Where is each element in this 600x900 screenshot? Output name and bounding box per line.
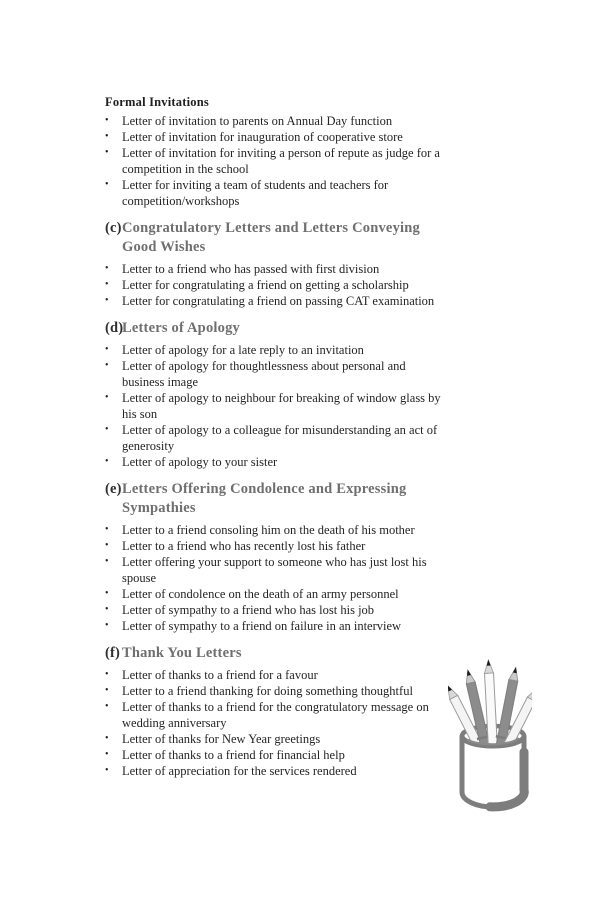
list-item [105, 422, 449, 454]
list-item [105, 586, 449, 602]
pencil-holder-icon [448, 654, 532, 818]
list-item [105, 699, 449, 731]
letter-list [105, 667, 449, 779]
list-item-text: Letter of apology for a late reply to an invitation [122, 343, 364, 357]
list-item-text: Letter to a friend consoling him on the death of his mother [122, 523, 415, 537]
bullet-icon: • [105, 701, 109, 712]
bullet-icon: • [105, 588, 109, 599]
section-title: Letters of Apology [122, 320, 240, 336]
list-item-text: Letter to a friend who has recently lost his father [122, 539, 366, 553]
bullet-icon: • [105, 424, 109, 435]
cup-body [462, 736, 524, 807]
bullet-icon: • [105, 765, 109, 776]
list-item-text: Letter of condolence on the death of an army personnel [122, 587, 399, 601]
bullet-icon: • [105, 360, 109, 371]
pencil-holder-illustration [448, 654, 532, 818]
section-heading: Formal Invitations [105, 95, 209, 109]
list-item [105, 454, 449, 470]
list-item [105, 554, 449, 586]
list-item-text: Letter of apology to neighbour for breaking of window glass by his son [122, 391, 441, 421]
section-heading [105, 319, 449, 338]
bullet-icon: • [105, 620, 109, 631]
section-letters-of-apology [105, 319, 449, 470]
list-item [105, 618, 449, 634]
letter-list [105, 342, 449, 470]
section-title: Congratulatory Letters and Letters Conveying Good Wishes [122, 220, 420, 255]
list-item [105, 293, 449, 309]
list-item-text: Letter for congratulating a friend on passing CAT examination [122, 294, 435, 308]
section-thank-you-letters [105, 644, 449, 779]
list-item [105, 538, 449, 554]
bullet-icon: • [105, 179, 109, 190]
bullet-icon: • [105, 556, 109, 567]
list-item [105, 358, 449, 390]
list-item [105, 731, 449, 747]
letter-list [105, 113, 449, 209]
bullet-icon: • [105, 733, 109, 744]
list-item [105, 261, 449, 277]
list-item-text: Letter of appreciation for the services rendered [122, 764, 357, 778]
section-prefix: (e) [105, 481, 122, 497]
list-item [105, 747, 449, 763]
bullet-icon: • [105, 685, 109, 696]
bullet-icon: • [105, 263, 109, 274]
list-item-text: Letter of apology to a colleague for misunderstanding an act of generosity [122, 423, 438, 453]
letter-list [105, 261, 449, 309]
list-item [105, 763, 449, 779]
bullet-icon: • [105, 749, 109, 760]
list-item-text: Letter of thanks to a friend for a favour [122, 668, 318, 682]
list-item-text: Letter of sympathy to a friend on failure in an interview [122, 619, 402, 633]
list-item-text: Letter of thanks to a friend for the congratulatory message on wedding anniversary [122, 700, 429, 730]
bullet-icon: • [105, 344, 109, 355]
section-congratulatory-letters [105, 219, 449, 309]
bullet-icon: • [105, 540, 109, 551]
bullet-icon: • [105, 524, 109, 535]
list-item-text: Letter of apology for thoughtlessness about personal and business image [122, 359, 406, 389]
list-item [105, 522, 449, 538]
bullet-icon: • [105, 669, 109, 680]
bullet-icon: • [105, 392, 109, 403]
bullet-icon: • [105, 147, 109, 158]
section-heading [105, 219, 449, 257]
bullet-icon: • [105, 295, 109, 306]
list-item-text: Letter of invitation to parents on Annual Day function [122, 114, 393, 128]
bullet-icon: • [105, 115, 109, 126]
section-prefix: (d) [105, 320, 124, 336]
section-heading [105, 480, 449, 518]
list-item-text: Letter of thanks for New Year greetings [122, 732, 321, 746]
section-prefix: (c) [105, 220, 122, 236]
bullet-icon: • [105, 279, 109, 290]
list-item-text: Letter of thanks to a friend for financial help [122, 748, 345, 762]
list-item [105, 342, 449, 358]
list-item [105, 277, 449, 293]
list-item [105, 129, 449, 145]
bullet-icon: • [105, 456, 109, 467]
section-condolence-letters [105, 480, 449, 634]
list-item [105, 390, 449, 422]
list-item-text: Letter for inviting a team of students and teachers for competition/workshops [122, 178, 389, 208]
letter-list [105, 522, 449, 634]
list-item-text: Letter to a friend thanking for doing something thoughtful [122, 684, 413, 698]
list-item-text: Letter offering your support to someone who has just lost his spouse [122, 555, 427, 585]
list-item [105, 602, 449, 618]
section-formal-invitations [105, 94, 449, 209]
list-item-text: Letter of invitation for inviting a person of repute as judge for a competition in the school [122, 146, 440, 176]
list-item [105, 113, 449, 129]
list-item [105, 683, 449, 699]
list-item-text: Letter of invitation for inauguration of cooperative store [122, 130, 403, 144]
list-item [105, 667, 449, 683]
list-item [105, 145, 449, 177]
list-item-text: Letter for congratulating a friend on getting a scholarship [122, 278, 409, 292]
section-heading [105, 644, 449, 663]
list-item-text: Letter to a friend who has passed with first division [122, 262, 380, 276]
section-title: Thank You Letters [122, 645, 242, 661]
list-item-text: Letter of apology to your sister [122, 455, 278, 469]
section-prefix: (f) [105, 645, 121, 661]
bullet-icon: • [105, 131, 109, 142]
bullet-icon: • [105, 604, 109, 615]
document-page [105, 94, 449, 779]
section-title: Letters Offering Condolence and Expressing Sympathies [122, 481, 407, 516]
list-item-text: Letter of sympathy to a friend who has lost his job [122, 603, 375, 617]
list-item [105, 177, 449, 209]
